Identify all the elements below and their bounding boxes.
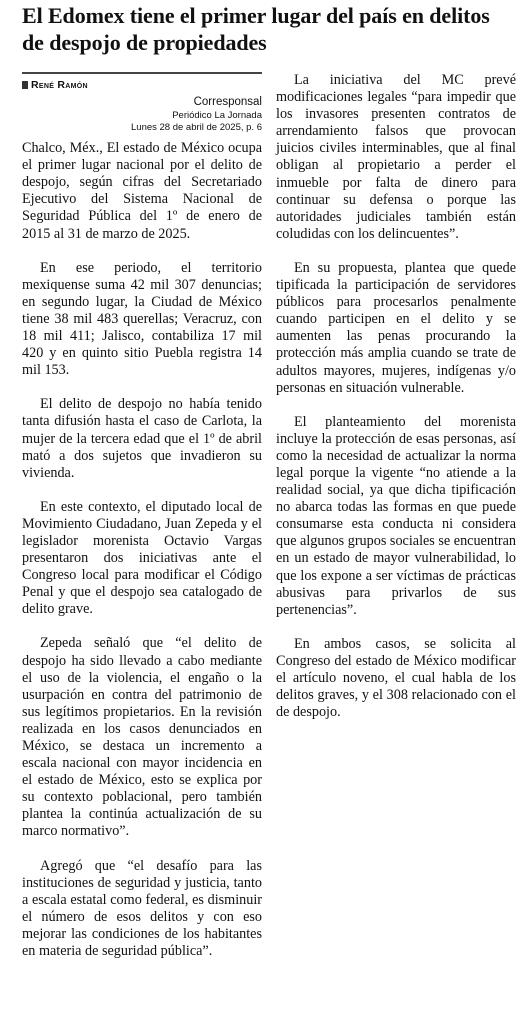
- author-name: René Ramón: [31, 79, 88, 91]
- byline: [22, 72, 262, 94]
- publication-date: Lunes 28 de abril de 2025, p. 6: [131, 122, 262, 134]
- author-role: Corresponsal: [193, 96, 262, 109]
- paragraph: En ese periodo, el territorio mexiquense suma 42 mil 307 denuncias; en segundo lugar, la Ciudad de México tiene 38 mil 483 querellas; Veracruz, con 18 mil 411; Jalisco, contabiliza 17 mil 420 y en quinto sitio Puebla registra 14 mil 153.: [22, 259, 262, 379]
- paragraph: El delito de despojo no había tenido tanta difusión hasta el caso de Carlota, la mujer de la tercera edad que el 1º de abril mató a dos sujetos que invadieron su vivienda.: [22, 396, 262, 481]
- paragraph: En su propuesta, plantea que quede tipificada la participación de servidores públicos para procesarlos penalmente cuando participen en el delito y se aumenten las penas procurando la protección más amplia cuando se trate de adultos mayores, mujeres, indígenas y/o personas en situación vulnerable.: [276, 259, 516, 396]
- right-column: [276, 72, 516, 738]
- paragraph: En ambos casos, se solicita al Congreso del estado de México modificar el artículo noveno, el cual habla de los delitos graves, y el 308 relacionado con el de despojo.: [276, 635, 516, 721]
- paragraph: La iniciativa del MC prevé modificaciones legales “para impedir que los invasores presenten contratos de arrendamiento falsos que provocan juicios civiles interminables, que al final obligan al propietario a perder el inmueble por falta de dinero para continuar su defensa o porque las autoridades judiciales también están coludidas con los delincuentes”.: [276, 72, 516, 242]
- left-column: [22, 72, 262, 977]
- paragraph: Chalco, Méx., El estado de México ocupa el primer lugar nacional por el delito de despojo, según cifras del Secretariado Ejecutivo del Sistema Nacional de Seguridad Pública del 1º de enero de 2015 al 31 de marzo de 2025.: [22, 140, 262, 242]
- paragraph: Agregó que “el desafío para las instituciones de seguridad y justicia, tanto a escala estatal como federal, es disminuir el número de esos delitos y con eso mejorar las condiciones de los habitantes en materia de seguridad pública”.: [22, 857, 262, 960]
- headline: El Edomex tiene el primer lugar del país en delitos de despojo de propiedades: [22, 3, 490, 55]
- paragraph: El planteamiento del morenista incluye la protección de esas personas, así como la necesidad de actualizar la norma legal porque la vigente “no atiende a la realidad social, ya que dicha tipificación no abarca todas las formas en que puede consumarse esta conducta ni considera que algunos grupos sociales se encuentran en un estado de mayor vulnerabilidad, lo que los expone a ser víctimas de prácticas abusivas para privarlos de sus pertenencias”.: [276, 413, 516, 618]
- byline-marker-icon: [22, 81, 28, 89]
- paragraph: Zepeda señaló que “el delito de despojo ha sido llevado a cabo mediante el uso de la violencia, el engaño o la usurpación en contra del patrimonio de sus legítimos propietarios. En la revisión realizada en los casos denunciados en México, se destaca un incremento a escala nacional con mayor incidencia en el estado de México, esto se explica por su contexto poblacional, pero también plantea la continúa actualización de su marco normativo”.: [22, 635, 262, 840]
- paragraph: En este contexto, el diputado local de Movimiento Ciudadano, Juan Zepeda y el legislador morenista Octavio Vargas presentaron dos iniciativas ante el Congreso local para modificar el Código Penal y que el despojo sea catalogado de delito grave.: [22, 498, 262, 618]
- publication-source: Periódico La Jornada: [172, 110, 262, 122]
